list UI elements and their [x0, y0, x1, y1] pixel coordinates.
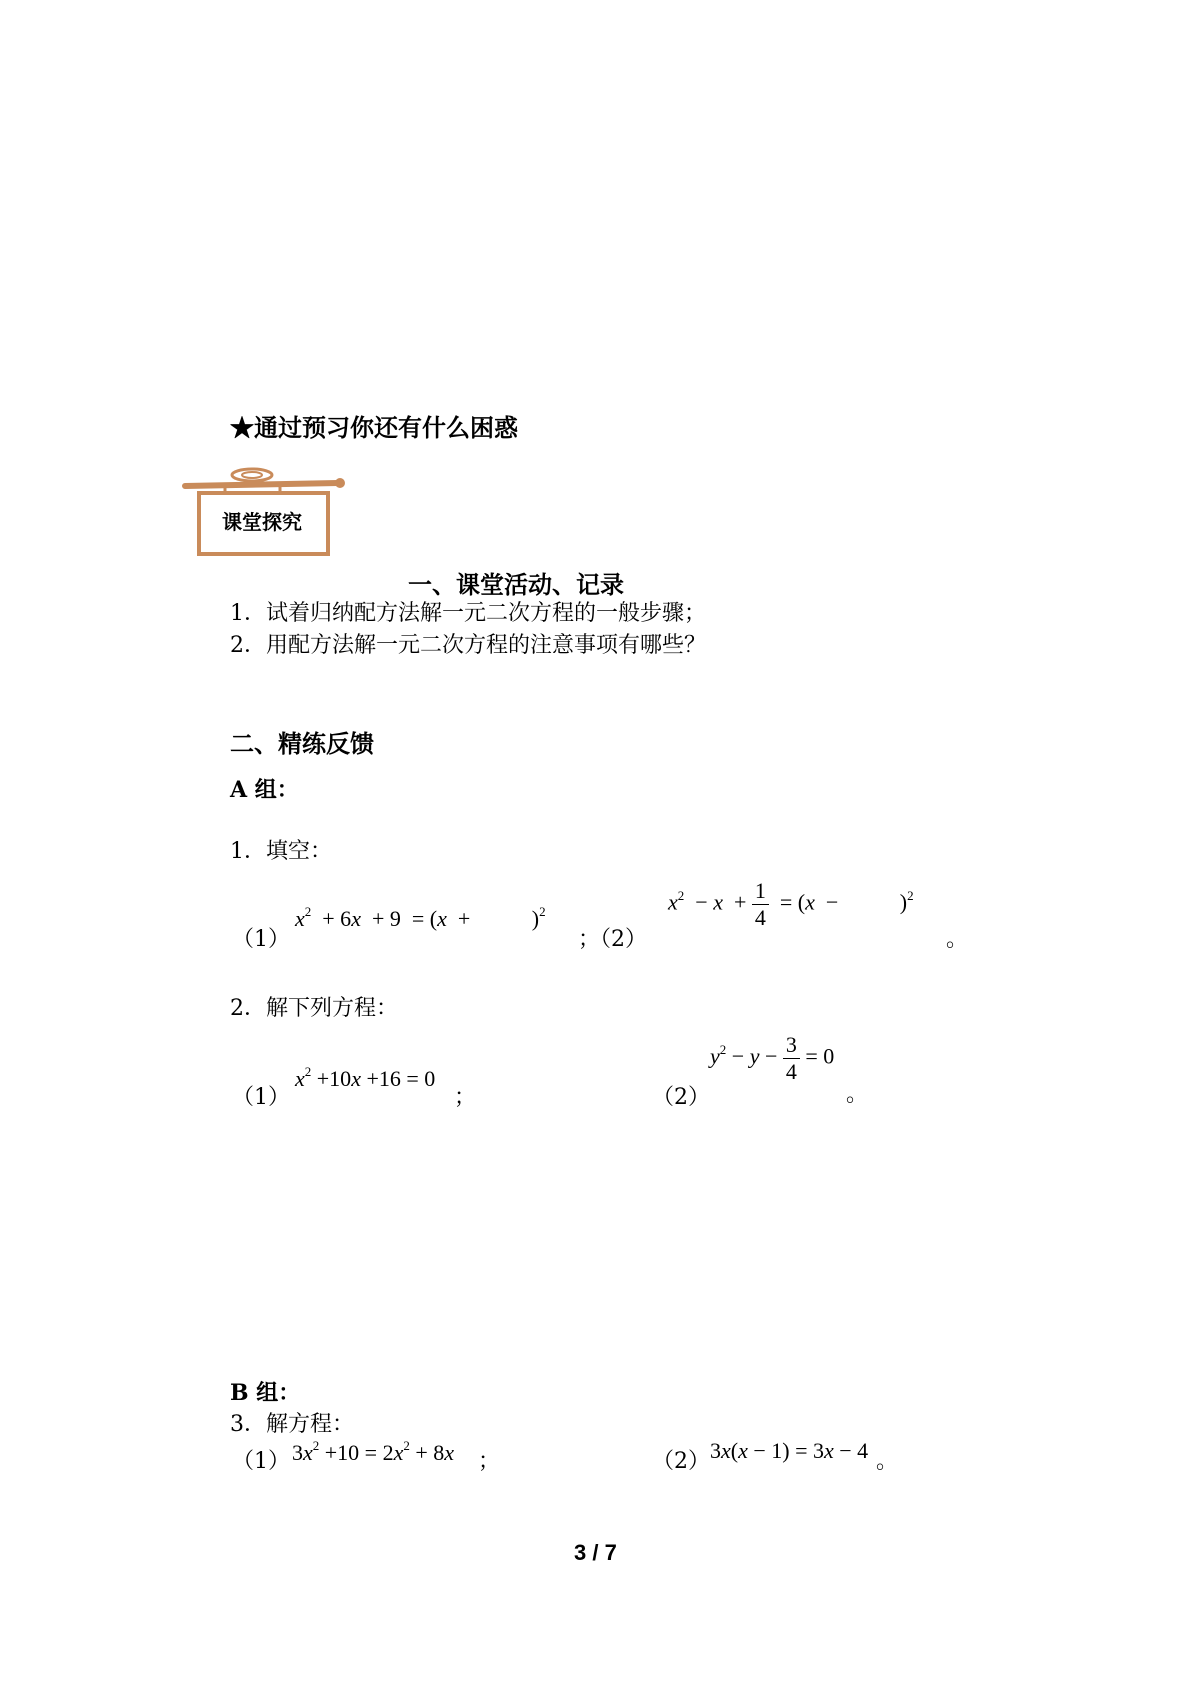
q1-end-mark: 。 [946, 927, 969, 952]
section1-item-1: 1．试着归纳配方法解一元二次方程的一般步骤； [230, 601, 706, 626]
preview-question: ★通过预习你还有什么困惑 [230, 413, 518, 442]
q2-label: 2．解下列方程： [230, 996, 398, 1021]
group-a-label: A 组： [230, 777, 299, 803]
group-b-label: B 组： [230, 1380, 301, 1406]
q3-label: 3．解方程： [230, 1412, 354, 1437]
q2-part-1-equation: $x^2 +10x +16 = 0$ [295, 1064, 436, 1091]
q3-part-1-label: （1） [232, 1449, 290, 1474]
q2-part-1-label: （1） [232, 1085, 290, 1110]
q2-part-2-equation: $y^2 - y$ − $\frac{3}{4}$ = 0 [710, 1032, 835, 1084]
q1-part-2-label: ；（2） [578, 927, 647, 952]
q2-part-2-end: 。 [846, 1082, 869, 1107]
section1-title: 一、课堂活动、记录 [408, 570, 624, 599]
q1-part-2-equation: $x^2 - x$ + $\frac{1}{4}$ = $(x - )^2$ [668, 878, 914, 930]
q2-part-1-end: ； [454, 1085, 477, 1110]
section1-item-2: 2．用配方法解一元二次方程的注意事项有哪些？ [230, 633, 706, 658]
q1-part-1-equation: $x^2 + 6x + 9 = (x + )^2$ [295, 904, 546, 931]
badge-label: 课堂探究 [222, 510, 302, 534]
section2-title: 二、精练反馈 [230, 729, 374, 758]
q1-label: 1．填空： [230, 839, 332, 864]
q1-part-1-label: （1） [232, 927, 290, 952]
q2-part-2-label: （2） [652, 1085, 710, 1110]
q3-part-2-label: （2） [652, 1449, 710, 1474]
q3-part-2-end: 。 [876, 1449, 899, 1474]
q3-part-2-equation: 3x(x − 1) = 3x − 4 [710, 1438, 869, 1463]
q3-part-1-equation: $3x^2 +10 = 2x^2 + 8x$ [292, 1438, 455, 1465]
q3-part-1-end: ； [478, 1449, 501, 1474]
page-number: 3 / 7 [574, 1540, 617, 1565]
